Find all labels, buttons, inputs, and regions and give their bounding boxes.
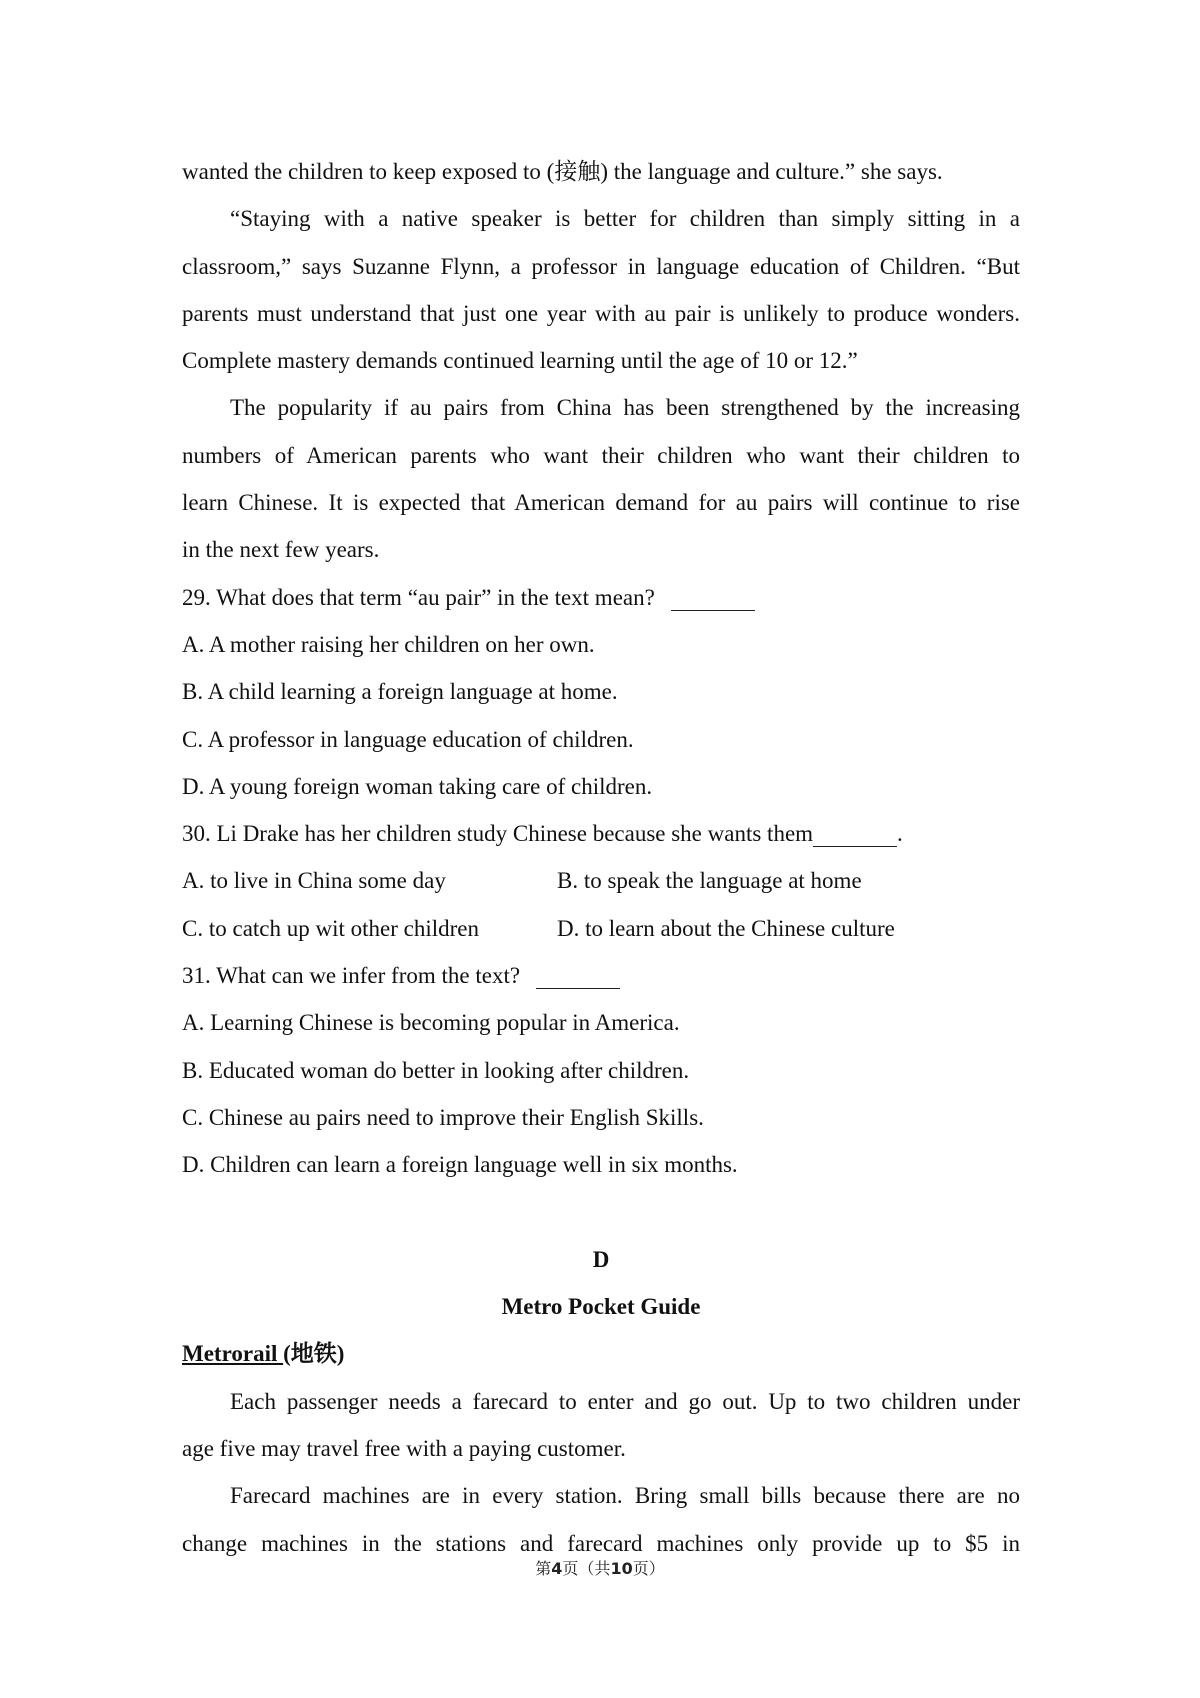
passage-line: in the next few years. bbox=[182, 537, 380, 563]
subheading-metrorail bbox=[182, 1330, 1020, 1377]
options-row bbox=[182, 857, 1020, 904]
page-footer bbox=[0, 1556, 1200, 1579]
question-stem: What does that term “au pair” in the text mean? bbox=[216, 584, 655, 610]
passage-line: Complete mastery demands continued learning until the age of 10 or 12.” bbox=[182, 348, 858, 374]
answer-blank[interactable] bbox=[536, 965, 620, 989]
option-b: B. to speak the language at home bbox=[557, 868, 862, 894]
question-number: 29. bbox=[182, 584, 211, 610]
option-d: D. A young foreign woman taking care of children. bbox=[182, 773, 653, 799]
question-stem-end: . bbox=[897, 821, 903, 847]
question-number: 31. bbox=[182, 963, 211, 989]
footer-total-pages: 10 bbox=[610, 1559, 633, 1578]
passage-line: “Staying with a native speaker is better for children than simply sitting in a bbox=[230, 206, 1020, 232]
section-title: Metro Pocket Guide bbox=[501, 1294, 701, 1320]
option-d: D. to learn about the Chinese culture bbox=[557, 915, 895, 941]
option-b: B. A child learning a foreign language at home. bbox=[182, 679, 618, 705]
document-page bbox=[182, 148, 1020, 1567]
footer-suffix: 页） bbox=[632, 1559, 665, 1578]
passage-line: numbers of American parents who want their children who want their children to bbox=[182, 442, 1020, 468]
passage-line: The popularity if au pairs from China has been strengthened by the increasing bbox=[230, 395, 1020, 421]
option-c: C. to catch up wit other children bbox=[182, 915, 480, 941]
question-number: 30. bbox=[182, 821, 211, 847]
option-c: C. A professor in language education of children. bbox=[182, 726, 634, 752]
footer-middle: 页（共 bbox=[562, 1559, 611, 1578]
passage-line: age five may travel free with a paying customer. bbox=[182, 1436, 626, 1462]
passage-line: wanted the children to keep exposed to (接触) the language and culture.” she says. bbox=[182, 159, 943, 184]
question-stem: What can we infer from the text? bbox=[216, 963, 521, 989]
passage-line: Farecard machines are in every station. Bring small bills because there are no bbox=[230, 1483, 1020, 1509]
section-spacer bbox=[182, 1189, 1020, 1236]
option-b: B. Educated woman do better in looking after children. bbox=[182, 1057, 690, 1083]
subheading-label: Metrorail bbox=[182, 1341, 284, 1367]
option-a: A. A mother raising her children on her own. bbox=[182, 631, 595, 657]
option-a: A. Learning Chinese is becoming popular in America. bbox=[182, 1010, 680, 1036]
passage-line: change machines in the stations and farecard machines only provide up to $5 in bbox=[182, 1530, 1020, 1556]
subheading-chinese: (地铁) bbox=[283, 1341, 345, 1367]
option-a: A. to live in China some day bbox=[182, 868, 446, 894]
option-d: D. Children can learn a foreign language well in six months. bbox=[182, 1152, 738, 1178]
option-c: C. Chinese au pairs need to improve their English Skills. bbox=[182, 1104, 704, 1130]
footer-prefix: 第 bbox=[535, 1559, 552, 1578]
passage-line: classroom,” says Suzanne Flynn, a professor in language education of Children. “But bbox=[182, 253, 1020, 279]
answer-blank[interactable] bbox=[671, 587, 755, 611]
footer-page-number: 4 bbox=[551, 1559, 563, 1578]
question-stem: Li Drake has her children study Chinese because she wants them bbox=[216, 821, 814, 847]
section-letter: D bbox=[592, 1246, 610, 1272]
passage-line: parents must understand that just one year with au pair is unlikely to produce wonders. bbox=[182, 300, 1020, 326]
options-row bbox=[182, 905, 1020, 952]
passage-line: learn Chinese. It is expected that American demand for au pairs will continue to rise bbox=[182, 490, 1020, 516]
question-31 bbox=[182, 952, 1020, 999]
passage-line: Each passenger needs a farecard to enter and go out. Up to two children under bbox=[230, 1388, 1020, 1414]
answer-blank[interactable] bbox=[813, 823, 897, 847]
question-29 bbox=[182, 574, 1020, 621]
question-30 bbox=[182, 810, 1020, 857]
